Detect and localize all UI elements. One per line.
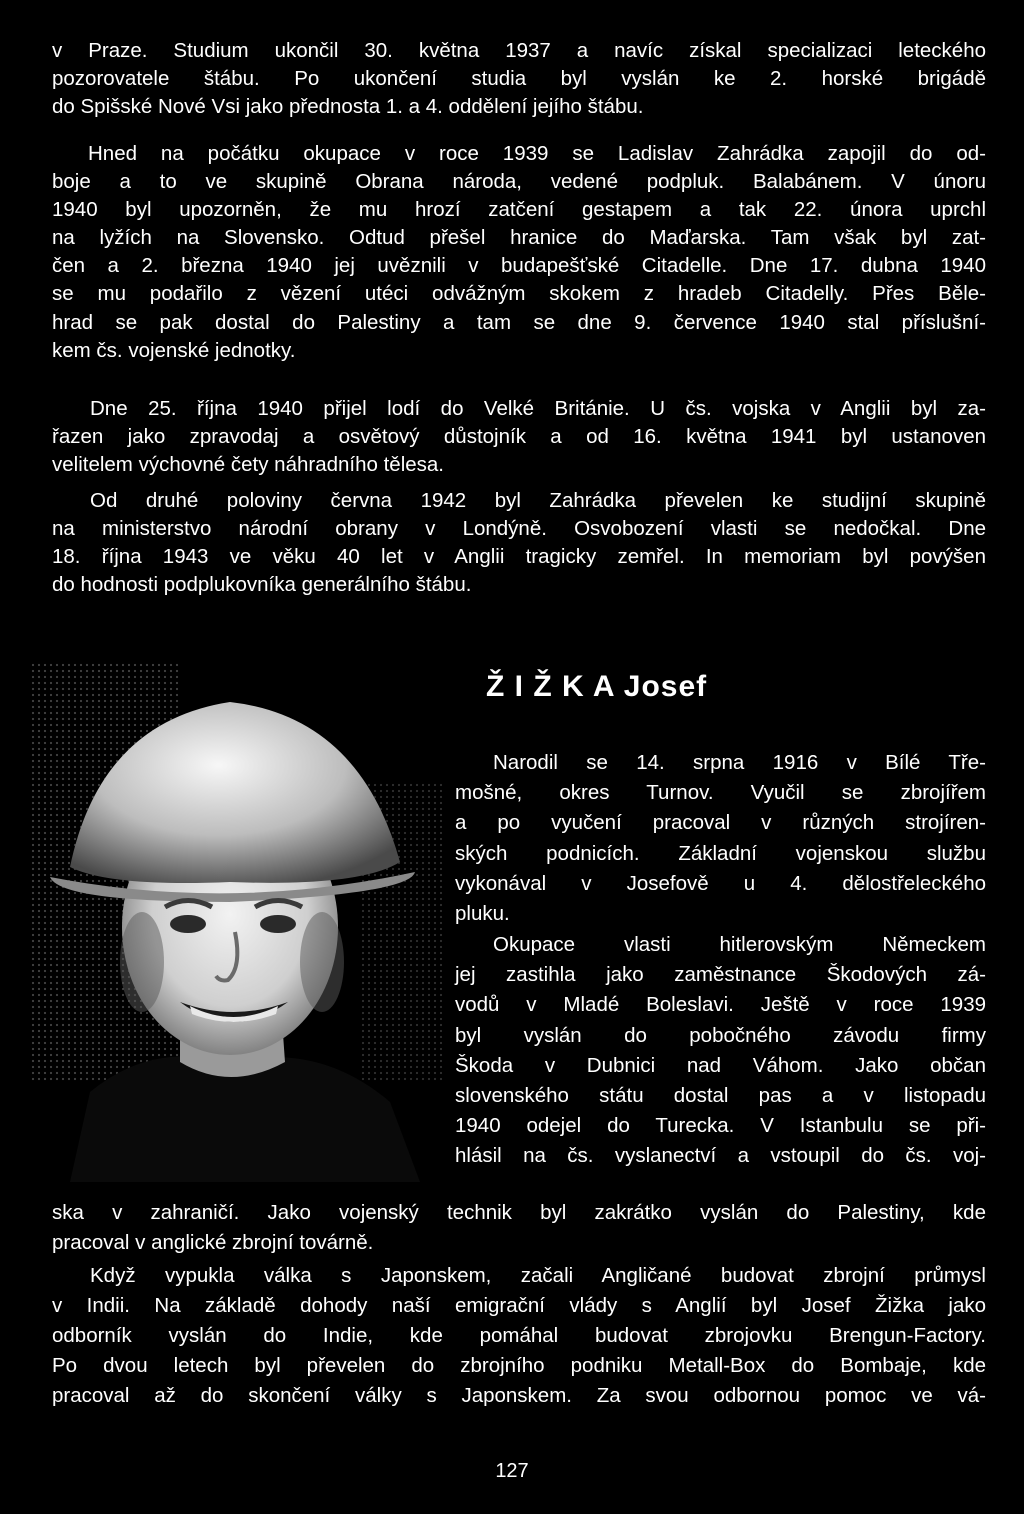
text-line: 1940 byl upozorněn, že mu hrozí zatčení gestapem a tak 22. února uprchl xyxy=(52,198,986,222)
text-line: hrad se pak dostal do Palestiny a tam se dne 9. července 1940 stal příslušní- xyxy=(52,310,986,334)
text-line: čen a 2. března 1940 jej uvěznili v budapešťské Citadelle. Dne 17. dubna 1940 xyxy=(52,254,986,278)
text-line: do Spišské Nové Vsi jako přednosta 1. a 4. oddělení jejího štábu. xyxy=(52,95,644,119)
text-line: do hodnosti podplukovníka generálního štábu. xyxy=(52,573,472,597)
text-line: kem čs. vojenské jednotky. xyxy=(52,338,296,362)
text-line: Škoda v Dubnici nad Váhom. Jako občan xyxy=(455,1053,986,1077)
text-line: vodů v Mladé Boleslavi. Ještě v roce 1939 xyxy=(455,993,986,1017)
text-line: Od druhé poloviny června 1942 byl Zahrádka převelen ke studijní skupině xyxy=(90,489,986,512)
text-line: na ministerstvo národní obrany v Londýně. Osvobození vlasti se nedočkal. Dne xyxy=(52,517,986,541)
text-line: 18. října 1943 ve věku 40 let v Anglii tragicky zemřel. In memoriam byl povýšen xyxy=(52,545,986,569)
text-line: hlásil na čs. vyslanectví a vstoupil do čs. voj- xyxy=(455,1144,986,1168)
text-line: ska v zahraničí. Jako vojenský technik byl zakrátko vyslán do Palestiny, kde xyxy=(52,1201,986,1224)
text-line: Dne 25. října 1940 přijel lodí do Velké Británie. U čs. vojska v Anglii byl za- xyxy=(90,397,986,420)
bio-right-paragraph-2 xyxy=(455,930,986,1172)
text-line: jej zastihla jako zaměstnance Škodových zá- xyxy=(455,963,986,987)
text-line: vykonával v Josefově u 4. dělostřeleckého xyxy=(455,871,986,895)
text-line: Narodil se 14. srpna 1916 v Bílé Tře- xyxy=(493,751,986,774)
page-number: 127 xyxy=(495,1460,529,1482)
text-line: boje a to ve skupině Obrana národa, vedené podpluk. Balabánem. V únoru xyxy=(52,170,986,194)
person-name-heading: Ž I Ž K A Josef xyxy=(486,670,708,703)
intro-paragraph xyxy=(52,37,986,121)
text-line: Okupace vlasti hitlerovským Německem xyxy=(493,933,986,956)
bio-full-paragraph-1 xyxy=(52,1198,986,1258)
resistance-paragraph xyxy=(52,140,986,365)
text-line: byl vyslán do pobočného závodu firmy xyxy=(455,1023,986,1047)
text-line: odborník vyslán do Indie, kde pomáhal budovat zbrojovku Brengun-Factory. xyxy=(52,1324,986,1347)
text-line: Hned na počátku okupace v roce 1939 se Ladislav Zahrádka zapojil do od- xyxy=(88,142,986,165)
text-line: mošné, okres Turnov. Vyučil se zbrojířem xyxy=(455,781,986,805)
text-line: se mu podařilo z vězení utéci odvážným skokem z hradeb Citadelly. Přes Běle- xyxy=(52,282,986,306)
text-line: v Praze. Studium ukončil 30. května 1937 a navíc získal specializaci leteckého xyxy=(52,39,986,62)
text-line: 1940 odejel do Turecka. V Istanbulu se při- xyxy=(455,1114,986,1138)
text-line: a po vyučení pracoval v různých strojíren- xyxy=(455,811,986,835)
text-line: slovenského státu dostal pas a v listopadu xyxy=(455,1084,986,1108)
text-line: v Indii. Na základě dohody naší emigrační vlády s Anglií byl Josef Žižka jako xyxy=(52,1294,986,1317)
text-line: pracoval až do skončení války s Japonskem. Za svou odbornou pomoc ve vá- xyxy=(52,1384,986,1407)
text-line: řazen jako zpravodaj a osvětový důstojník a od 16. května 1941 byl ustanoven xyxy=(52,425,986,449)
portrait-photo xyxy=(30,662,442,1182)
final-paragraph xyxy=(52,487,986,599)
bio-full-paragraph-2 xyxy=(52,1261,986,1411)
britain-paragraph xyxy=(52,395,986,479)
text-line: pozorovatele štábu. Po ukončení studia byl vyslán ke 2. horské brigádě xyxy=(52,67,986,91)
text-line: Po dvou letech byl převelen do zbrojního podniku Metall-Box do Bombaje, kde xyxy=(52,1354,986,1377)
text-line: na lyžích na Slovensko. Odtud přešel hranice do Maďarska. Tam však byl zat- xyxy=(52,226,986,250)
text-line: pracoval v anglické zbrojní továrně. xyxy=(52,1231,374,1254)
text-line: ských podnicích. Základní vojenskou službu xyxy=(455,841,986,865)
text-line: pluku. xyxy=(455,902,510,926)
text-line: velitelem výchovné čety náhradního tělesa. xyxy=(52,453,445,477)
bio-right-paragraph-1 xyxy=(455,748,986,929)
text-line: Když vypukla válka s Japonskem, začali Angličané budovat zbrojní průmysl xyxy=(90,1264,986,1287)
